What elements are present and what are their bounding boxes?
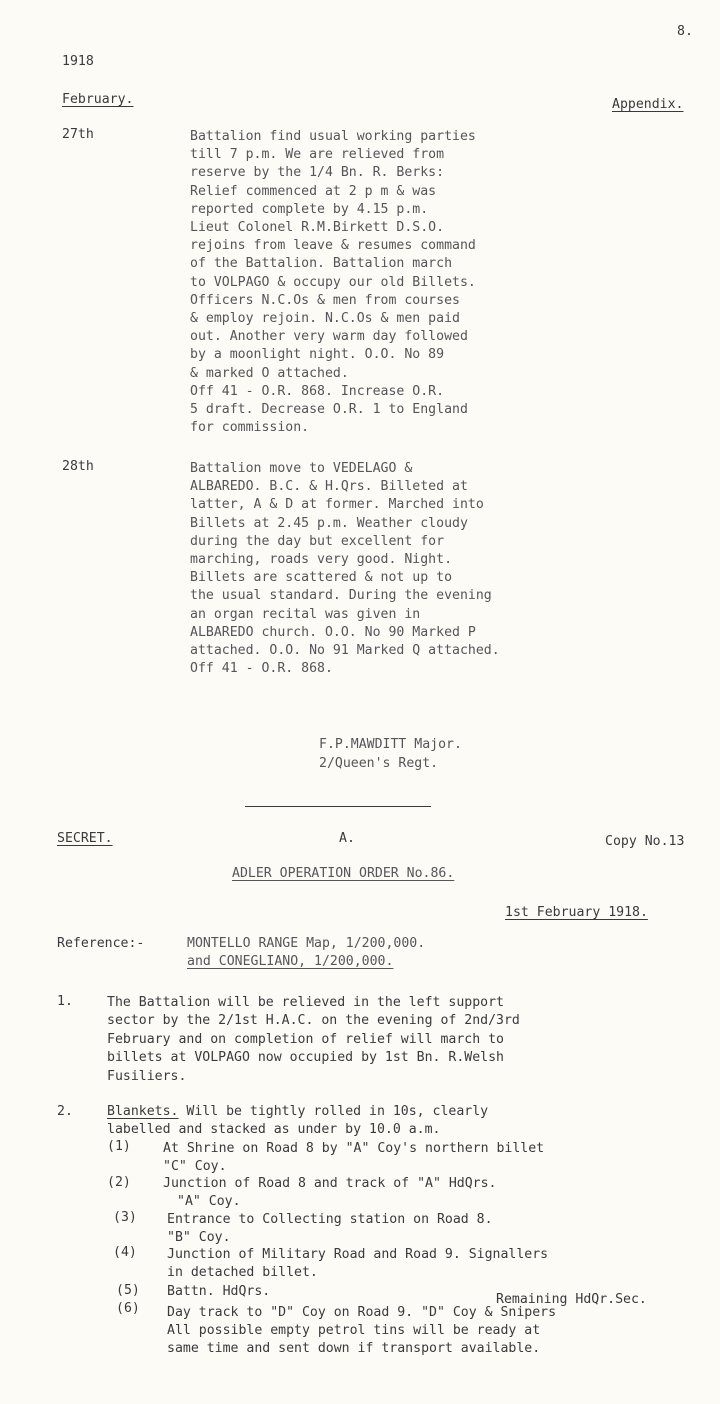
entry-28-line: ALBAREDO church. O.O. No 90 Marked P (190, 624, 476, 640)
item-6-text (167, 1304, 556, 1357)
item-3-text (167, 1211, 493, 1246)
entry-27-line: Officers N.C.Os & men from courses (190, 292, 460, 308)
entry-28-line: marching, roads very good. Night. (190, 552, 453, 568)
item-3-line: Entrance to Collecting station on Road 8. (167, 1212, 493, 1227)
signature-name: F.P.MAWDITT Major. (319, 737, 462, 752)
annex-letter: A. (339, 831, 355, 846)
entry-27-line: Lieut Colonel R.M.Birkett D.S.O. (190, 220, 445, 236)
item-3-number: (3) (113, 1210, 137, 1225)
item-5-text: Battn. HdQrs. (167, 1284, 271, 1299)
item-1-line: At Shrine on Road 8 by "A" Coy's northern billet (163, 1141, 545, 1156)
item-4-number: (4) (113, 1245, 137, 1260)
item-4-line: in detached billet. (167, 1264, 318, 1280)
item-6-line: same time and sent down if transport available. (167, 1340, 541, 1356)
reference-line-2: and CONEGLIANO, 1/200,000. (187, 954, 394, 969)
entry-date-27: 27th (62, 127, 94, 142)
para-1-line: Fusiliers. (107, 1068, 187, 1084)
item-6-line: All possible empty petrol tins will be ready at (167, 1322, 541, 1338)
item-2-line: "A" Coy. (177, 1193, 241, 1209)
entry-27-line: & employ rejoin. N.C.Os & men paid (190, 311, 460, 327)
entry-27-line: by a moonlight night. O.O. No 89 (190, 347, 445, 363)
entry-28-line: attached. O.O. No 91 Marked Q attached. (190, 643, 500, 659)
item-1-line: "C" Coy. (163, 1158, 227, 1174)
reference-line-1: MONTELLO RANGE Map, 1/200,000. (187, 936, 426, 951)
order-title: ADLER OPERATION ORDER No.86. (232, 866, 455, 881)
entry-27-line: Relief commenced at 2 p m & was (190, 183, 437, 199)
para-2-line-1-rest: Will be tightly rolled in 10s, clearly (178, 1104, 489, 1119)
para-2-line-1 (107, 1104, 488, 1119)
item-5-number: (5) (116, 1283, 140, 1298)
entry-27-line: out. Another very warm day followed (190, 329, 468, 345)
para-1-line: billets at VOLPAGO now occupied by 1st Bn. R.Welsh (107, 1050, 504, 1066)
entry-28-line: Off 41 - O.R. 868. (190, 661, 333, 677)
month-heading: February. (62, 92, 134, 107)
entry-28-line: ALBAREDO. B.C. & H.Qrs. Billeted at (190, 479, 468, 495)
year: 1918 (62, 54, 94, 69)
item-1-text (163, 1140, 544, 1175)
entry-27-line: & marked O attached. (190, 365, 349, 381)
entry-28-text (190, 460, 500, 678)
item-3-line: "B" Coy. (167, 1229, 231, 1245)
para-2-number: 2. (57, 1104, 73, 1119)
para-1-text (107, 994, 520, 1086)
item-4-text (167, 1246, 548, 1281)
entry-27-line: for commission. (190, 420, 310, 436)
entry-28-line: Billets are scattered & not up to (190, 570, 453, 586)
copy-number: Copy No.13 (605, 834, 685, 849)
item-6-number: (6) (116, 1301, 140, 1316)
signature-unit: 2/Queen's Regt. (319, 756, 439, 771)
entry-28-line: during the day but excellent for (190, 533, 445, 549)
item-2-text (163, 1175, 496, 1210)
entry-27-line: reported complete by 4.15 p.m. (190, 201, 429, 217)
entry-27-line: till 7 p.m. We are relieved from (190, 147, 445, 163)
entry-27-line: Battalion find usual working parties (190, 129, 476, 144)
entry-28-line: Battalion move to VEDELAGO & (190, 461, 413, 476)
entry-27-line: rejoins from leave & resumes command (190, 238, 476, 254)
para-1-line: sector by the 2/1st H.A.C. on the evening of 2nd/3rd (107, 1013, 520, 1029)
entry-27-line: 5 draft. Decrease O.R. 1 to England (190, 402, 468, 418)
entry-28-line: the usual standard. During the evening (190, 588, 492, 604)
para-2-line-2: labelled and stacked as under by 10.0 a.m. (107, 1122, 441, 1137)
para-1-number: 1. (57, 994, 73, 1009)
item-6-line: Day track to "D" Coy on Road 9. "D" Coy & Snipers (167, 1305, 557, 1320)
order-date: 1st February 1918. (505, 905, 648, 920)
entry-28-line: latter, A & D at former. Marched into (190, 497, 484, 513)
appendix-heading: Appendix. (612, 97, 684, 112)
page-number: 8. (677, 24, 693, 39)
item-2-line: Junction of Road 8 and track of "A" HdQrs. (163, 1176, 497, 1191)
entry-27-line: to VOLPAGO & occupy our old Billets. (190, 274, 476, 290)
item-5-right-note: Remaining HdQr.Sec. (496, 1292, 647, 1307)
entry-28-line: Billets at 2.45 p.m. Weather cloudy (190, 515, 468, 531)
section-divider (245, 806, 431, 807)
item-4-line: Junction of Military Road and Road 9. Signallers (167, 1247, 549, 1262)
entry-27-line: Off 41 - O.R. 868. Increase O.R. (190, 383, 445, 399)
blankets-heading: Blankets. (107, 1104, 179, 1119)
entry-27-line: reserve by the 1/4 Bn. R. Berks: (190, 165, 445, 181)
para-1-line: February and on completion of relief will march to (107, 1031, 504, 1047)
entry-date-28: 28th (62, 459, 94, 474)
entry-28-line: an organ recital was given in (190, 606, 421, 622)
item-1-number: (1) (107, 1139, 131, 1154)
item-2-number: (2) (107, 1175, 131, 1190)
secret-label: SECRET. (57, 831, 113, 846)
entry-27-line: of the Battalion. Battalion march (190, 256, 453, 272)
entry-27-text (190, 128, 476, 437)
reference-label: Reference:- (57, 936, 145, 951)
para-1-line: The Battalion will be relieved in the left support (107, 995, 504, 1010)
